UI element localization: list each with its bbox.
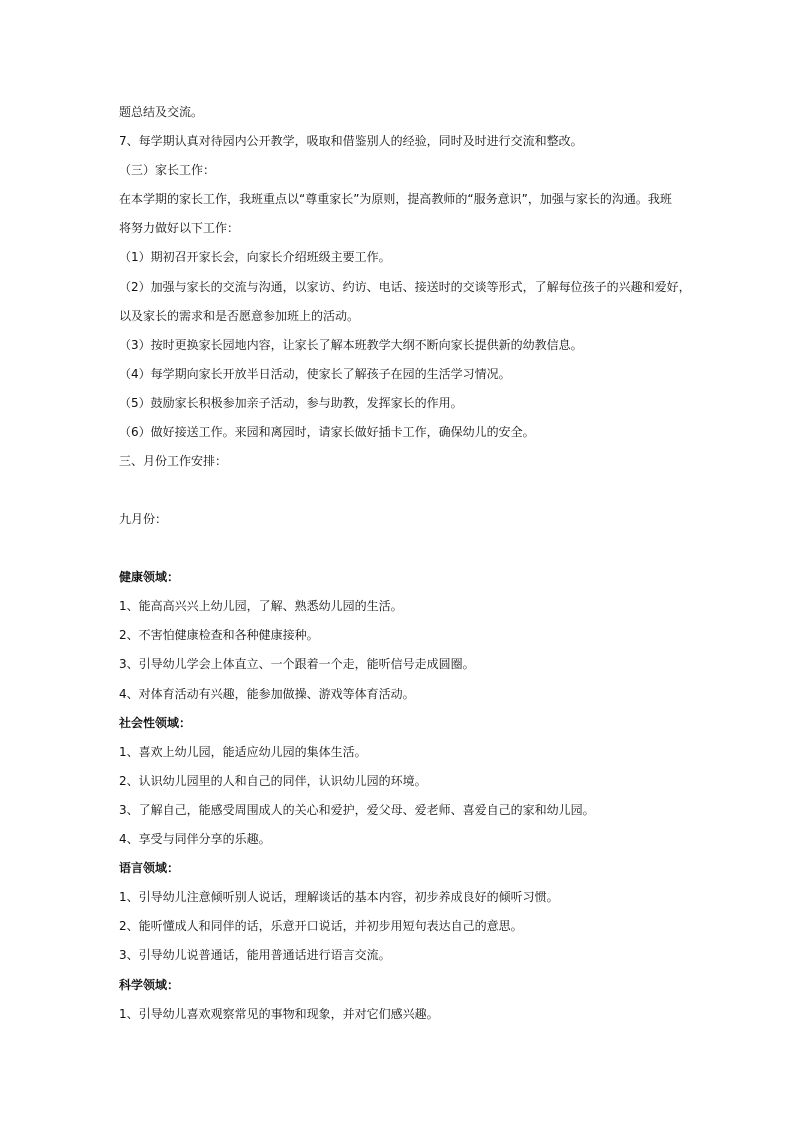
list-item: 1、能高高兴兴上幼儿园，了解、熟悉幼儿园的生活。 [119, 599, 403, 613]
section-heading: 三、月份工作安排： [119, 454, 228, 468]
paragraph-line: 题总结及交流。 [119, 105, 204, 119]
list-item: 4、对体育活动有兴趣，能参加做操、游戏等体育活动。 [119, 687, 415, 701]
list-item: 1、引导幼儿注意倾听别人说话，理解谈话的基本内容，初步养成良好的倾听习惯。 [119, 890, 559, 904]
paragraph-line: 将努力做好以下工作： [119, 221, 240, 235]
list-item: 2、不害怕健康检查和各种健康接种。 [119, 628, 319, 642]
list-item: 4、享受与同伴分享的乐趣。 [119, 832, 271, 846]
list-item: 3、引导幼儿说普通话，能用普通话进行语言交流。 [119, 948, 391, 962]
list-item: 1、喜欢上幼儿园，能适应幼儿园的集体生活。 [119, 745, 367, 759]
paragraph-line: 以及家长的需求和是否愿意参加班上的活动。 [119, 309, 360, 323]
list-item: （4）每学期向家长开放半日活动，使家长了解孩子在园的生活学习情况。 [119, 367, 511, 381]
list-item: 2、能听懂成人和同伴的话，乐意开口说话，并初步用短句表达自己的意思。 [119, 919, 523, 933]
paragraph-line: 在本学期的家长工作，我班重点以“尊重家长”为原则，提高教师的“服务意识”，加强与家长的沟通。我班 [119, 192, 672, 206]
domain-heading: 科学领域： [119, 978, 180, 992]
list-item: （3）按时更换家长园地内容，让家长了解本班教学大纲不断向家长提供新的幼教信息。 [119, 338, 583, 352]
section-heading: （三）家长工作： [119, 163, 216, 177]
list-item: （6）做好接送工作。来园和离园时，请家长做好插卡工作，确保幼儿的安全。 [119, 425, 535, 439]
domain-heading: 语言领域： [119, 861, 180, 875]
list-item: 3、引导幼儿学会上体直立、一个跟着一个走，能听信号走成圆圈。 [119, 657, 475, 671]
domain-heading: 健康领域： [119, 570, 180, 584]
list-item: （1）期初召开家长会，向家长介绍班级主要工作。 [119, 250, 391, 264]
list-item: （2）加强与家长的交流与沟通，以家访、约访、电话、接送时的交谈等形式，了解每位孩子的兴趣和爱好， [119, 280, 691, 294]
list-item: 1、引导幼儿喜欢观察常见的事物和现象，并对它们感兴趣。 [119, 1007, 439, 1021]
domain-heading: 社会性领域： [119, 716, 192, 730]
list-item: 2、认识幼儿园里的人和自己的同伴，认识幼儿园的环境。 [119, 774, 427, 788]
list-item: （5）鼓励家长积极参加亲子活动，参与助教，发挥家长的作用。 [119, 396, 463, 410]
month-heading: 九月份： [119, 512, 168, 526]
paragraph-line: 7、每学期认真对待园内公开教学，吸取和借鉴别人的经验，同时及时进行交流和整改。 [119, 134, 583, 148]
list-item: 3、了解自己，能感受周围成人的关心和爱护，爱父母、爱老师、喜爱自己的家和幼儿园。 [119, 803, 595, 817]
